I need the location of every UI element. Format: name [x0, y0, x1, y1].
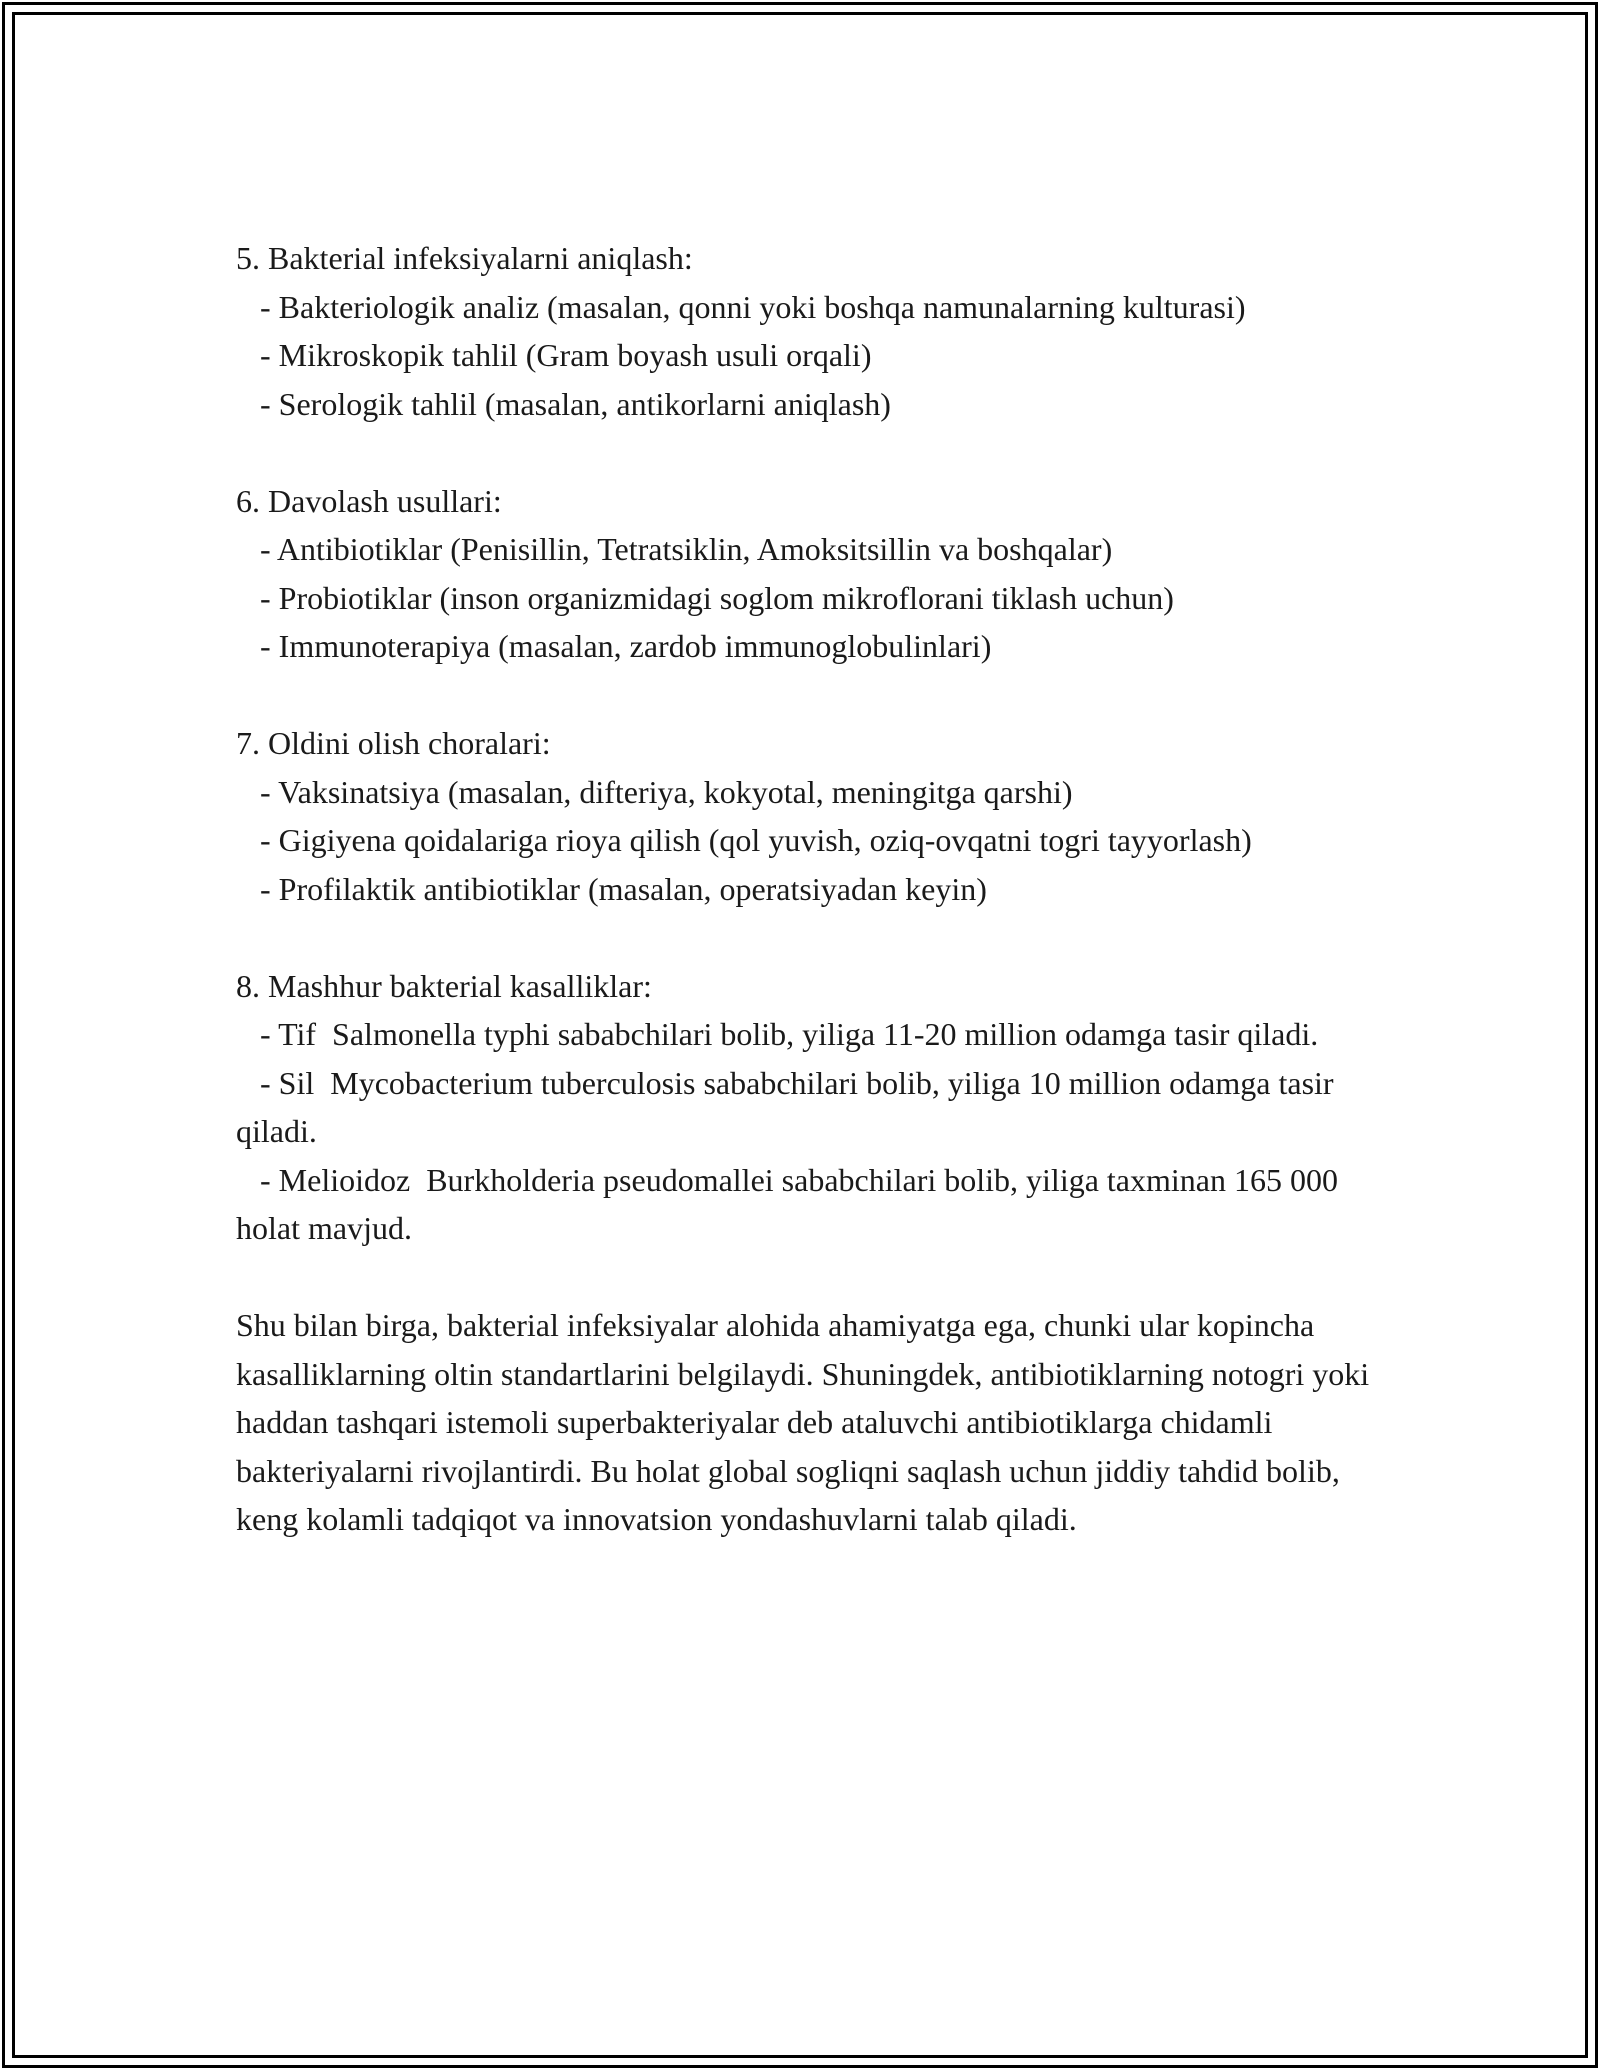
list-item: - Serologik tahlil (masalan, antikorlarni aniqlash)	[236, 385, 891, 422]
section-treatment	[236, 477, 1396, 671]
list-item: - Profilaktik antibiotiklar (masalan, operatsiyadan keyin)	[236, 870, 987, 907]
list-item: - Probiotiklar (inson organizmidagi soglom mikroflorani tiklash uchun)	[236, 579, 1174, 616]
list-item: - Antibiotiklar (Penisillin, Tetratsiklin, Amoksitsillin va boshqalar)	[236, 531, 1113, 567]
section-detection	[236, 234, 1396, 428]
list-item: - Immunoterapiya (masalan, zardob immunoglobulinlari)	[236, 628, 992, 664]
list-item: - Gigiyena qoidalariga rioya qilish (qol yuvish, oziq-ovqatni togri tayyorlash)	[236, 822, 1252, 858]
section-heading: 8. Mashhur bakterial kasalliklar:	[236, 967, 652, 1004]
list-item: - Bakteriologik analiz (masalan, qonni yoki boshqa namunalarning kulturasi)	[236, 288, 1246, 325]
section-heading: 6. Davolash usullari:	[236, 482, 502, 519]
list-item: - Melioidoz Burkholderia pseudomallei sababchilari bolib, yiliga taxminan 165 000 holat mavjud.	[236, 1161, 1346, 1246]
list-item: - Mikroskopik tahlil (Gram boyash usuli orqali)	[236, 337, 872, 373]
list-item: - Sil Mycobacterium tuberculosis sababchilari bolib, yiliga 10 million odamga tasir qiladi.	[236, 1064, 1342, 1149]
document-body	[236, 234, 1396, 1544]
section-prevention	[236, 719, 1396, 913]
section-heading: 5. Bakterial infeksiyalarni aniqlash:	[236, 240, 693, 276]
list-item: - Vaksinatsiya (masalan, difteriya, kokyotal, meningitga qarshi)	[236, 773, 1073, 810]
conclusion-paragraph: Shu bilan birga, bakterial infeksiyalar alohida ahamiyatga ega, chunki ular kopincha kasalliklarning oltin standartlarini belgilaydi. Shuningdek, antibiotiklarning notogri yoki haddan tashqari istemoli superbakteriyalar deb ataluvchi antibiotiklarga chidamli bakteriyalarni rivojlantirdi. Bu holat global sogliqni saqlash uchun jiddiy tahdid bolib, keng kolamli tadqiqot va innovatsion yondashuvlarni talab qiladi.	[236, 1307, 1370, 1537]
section-heading: 7. Oldini olish choralari:	[236, 725, 551, 761]
section-diseases	[236, 962, 1396, 1253]
list-item: - Tif Salmonella typhi sababchilari bolib, yiliga 11-20 million odamga tasir qiladi.	[236, 1016, 1319, 1052]
